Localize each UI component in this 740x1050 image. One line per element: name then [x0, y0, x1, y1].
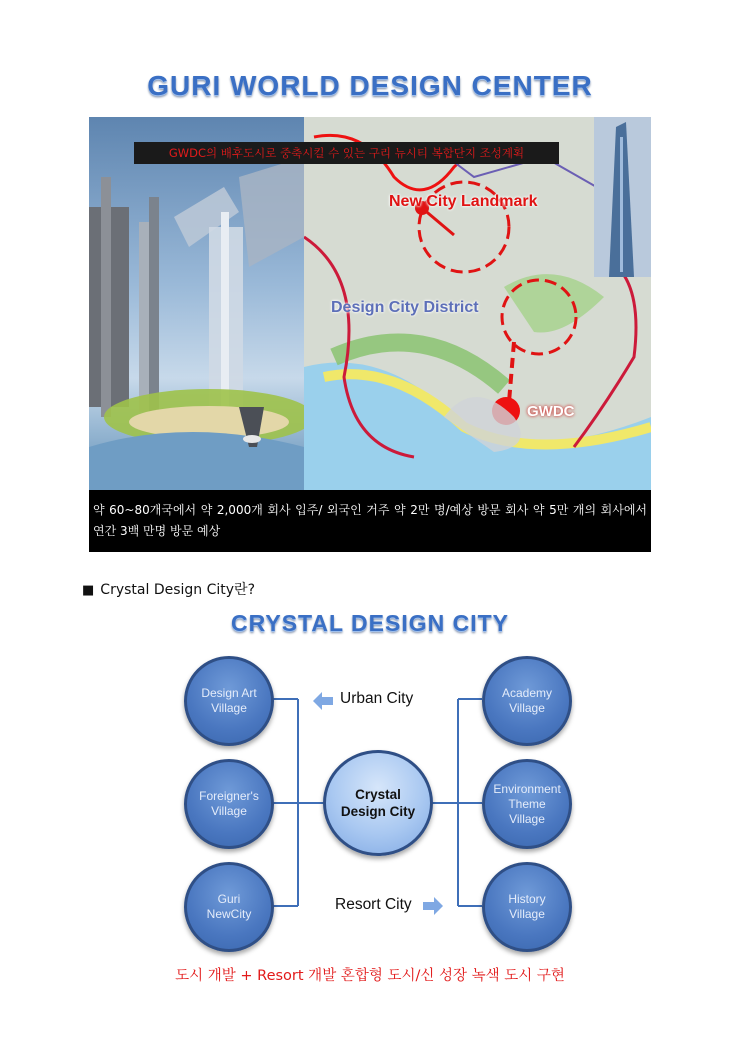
- crystal-design-city-center: Crystal Design City: [323, 750, 433, 856]
- hero-banner: GWDC의 배후도시로 중축시킬 수 있는 구리 뉴시티 복합단지 조성계획: [134, 142, 559, 164]
- hero-caption: 약 60~80개국에서 약 2,000개 회사 입주/ 외국인 거주 약 2만 명/예상 방문 회사 약 5만 개의 회사에서 연간 3백 만명 방문 예상: [89, 490, 651, 552]
- crystal-diagram: [0, 640, 740, 960]
- design-art-village: Design Art Village: [184, 656, 274, 746]
- question-text: Crystal Design City란?: [100, 582, 255, 598]
- academy-village: Academy Village: [482, 656, 572, 746]
- district-label: Design City District: [331, 299, 479, 316]
- footer-statement: 도시 개발 + Resort 개발 혼합형 도시/신 성장 녹색 도시 구현: [175, 968, 565, 984]
- history-village: History Village: [482, 862, 572, 952]
- landmark-label: New City Landmark: [389, 193, 538, 210]
- diagram-title: CRYSTAL DESIGN CITY: [231, 610, 509, 636]
- resort-city-label: Resort City: [335, 896, 412, 913]
- gwdc-label: GWDC: [527, 403, 575, 420]
- page-title: GURI WORLD DESIGN CENTER: [147, 70, 593, 101]
- section-question: [82, 579, 255, 599]
- guri-newcity: Guri NewCity: [184, 862, 274, 952]
- resort-arrow-icon: [423, 897, 443, 915]
- architecture-rendering: [89, 117, 304, 490]
- foreigners-village: Foreigner's Village: [184, 759, 274, 849]
- urban-arrow-icon: [313, 692, 333, 710]
- square-bullet-icon: ■: [82, 583, 95, 598]
- environment-theme-village: Environment Theme Village: [482, 759, 572, 849]
- hero-image: [89, 117, 651, 490]
- urban-city-label: Urban City: [340, 690, 414, 707]
- tower-illustration: [89, 117, 304, 490]
